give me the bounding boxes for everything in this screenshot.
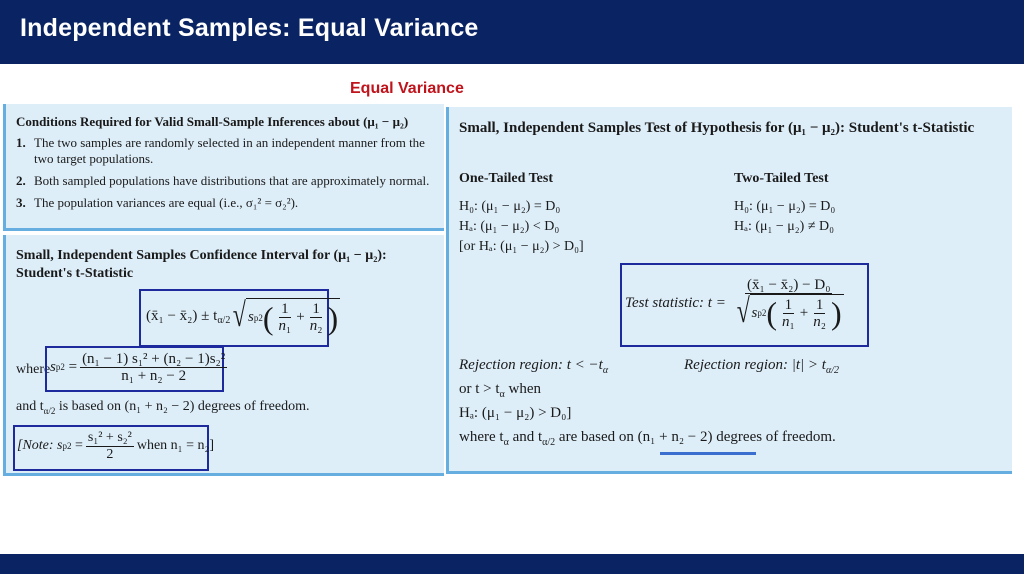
test-statistic-formula: Test statistic: t = (x̄₁ − x̄₂) − D₀ √ s p 2 ( $\frac{1}{\text{n₁}}$ + $\frac{1}{\text{n₂}}$ )	[625, 276, 842, 331]
one-h0: H₀: (μ₁ − μ₂) = D₀	[459, 199, 561, 214]
ts-numerator: (x̄₁ − x̄₂) − D₀	[747, 276, 831, 293]
df-text-rest: is based on (n₁ + n₂ − 2) degrees of freedom.	[55, 399, 310, 414]
rej-one-sub: α	[602, 365, 609, 376]
conditions-list	[16, 135, 436, 217]
note-formula: [Note: s p 2 = $\frac{\text{s₁² + s₂²}}{2}$ when n₁ = n₂]	[17, 429, 215, 462]
rej-two-sub: α/2	[825, 365, 839, 376]
ci-formula-sub: α/2	[217, 314, 231, 326]
list-item	[16, 195, 436, 211]
rej-two-text: Rejection region: |t| > t	[684, 357, 826, 373]
note-lhs: [Note: s	[17, 438, 63, 453]
rejection-one-tailed	[459, 357, 608, 376]
test-heading: Small, Independent Samples Test of Hypothesis for (μ₁ − μ₂): Student's t-Statistic	[459, 120, 975, 136]
ha-line: Hₐ: (μ₁ − μ₂) > D₀]	[459, 405, 572, 421]
or-when: when	[504, 381, 542, 397]
sqrt-symbol: √ s p 2 ( $\frac{1}{\text{n₁}}$ + $\frac{1}{\text{n₂}}$ )	[233, 297, 339, 336]
bottom-bar	[0, 554, 1024, 574]
slide-title: Independent Samples: Equal Variance	[20, 14, 479, 42]
sp-denominator: n₁ + n₂ − 2	[121, 367, 187, 384]
note-denominator: 2	[106, 446, 114, 462]
one-tailed-title: One-Tailed Test	[459, 171, 554, 186]
item-text: The two samples are randomly selected in an independent manner from the two target populations.	[34, 135, 425, 166]
where-sub1: α	[503, 437, 509, 448]
sp-symbol: s	[50, 358, 56, 375]
title-bar	[0, 0, 1024, 64]
item-text: The population variances are equal (i.e., σ₁² = σ₂²).	[34, 195, 299, 210]
df-underline	[660, 452, 756, 455]
hypothesis-test-panel	[446, 107, 1012, 474]
item-number: 3.	[16, 195, 26, 210]
ci-formula-lhs: (x̄₁ − x̄₂) ± t	[146, 307, 218, 324]
pooled-variance-formula: s p 2 = $\frac{\text{(n₁ − 1) s₁² + (n₂ − 1)s₂²}}{\text{n₁ + n₂ − 2}}$	[50, 350, 226, 384]
where-line	[459, 429, 836, 448]
where-and: and t	[508, 429, 543, 445]
item-number: 2.	[16, 173, 26, 188]
rej-one-text: Rejection region: t < −t	[459, 357, 603, 373]
rejection-two-tailed	[684, 357, 839, 376]
item-text: Both sampled populations have distributions that are approximately normal.	[34, 173, 430, 188]
where-rest: are based on (n₁ + n₂ − 2) degrees of freedom.	[555, 429, 836, 445]
two-ha: Hₐ: (μ₁ − μ₂) ≠ D₀	[734, 219, 834, 234]
two-h0: H₀: (μ₁ − μ₂) = D₀	[734, 199, 836, 214]
df-sub: α/2	[43, 405, 56, 416]
where-text: where t	[459, 429, 504, 445]
conditions-panel	[3, 104, 444, 231]
list-item	[16, 173, 436, 189]
subtitle: Equal Variance	[350, 80, 464, 97]
df-text-start: and t	[16, 399, 44, 414]
one-ha: Hₐ: (μ₁ − μ₂) < D₀	[459, 219, 560, 234]
or-line	[459, 381, 541, 400]
two-tailed-title: Two-Tailed Test	[734, 171, 829, 186]
list-item	[16, 135, 436, 167]
test-statistic-label: Test statistic: t =	[625, 294, 726, 311]
note-rhs: when n₁ = n₂]	[136, 438, 215, 453]
df-text	[16, 399, 309, 416]
ci-heading: Small, Independent Samples Confidence Interval for (μ₁ − μ₂): Student's t-Statistic	[16, 248, 387, 281]
or-text: or t > t	[459, 381, 500, 397]
sp-numerator: (n₁ − 1) s₁² + (n₂ − 1)s₂²	[82, 350, 226, 367]
where-sub2: α/2	[542, 437, 556, 448]
item-number: 1.	[16, 135, 26, 150]
or-sub: α	[499, 389, 505, 400]
one-alt: [or Hₐ: (μ₁ − μ₂) > D₀]	[459, 239, 584, 254]
ci-formula	[146, 291, 340, 341]
confidence-interval-panel	[3, 235, 444, 476]
conditions-heading: Conditions Required for Valid Small-Sample Inferences about (μ₁ − μ₂)	[16, 114, 409, 129]
note-numerator: s₁² + s₂²	[87, 429, 132, 445]
where-label: where	[16, 362, 51, 377]
